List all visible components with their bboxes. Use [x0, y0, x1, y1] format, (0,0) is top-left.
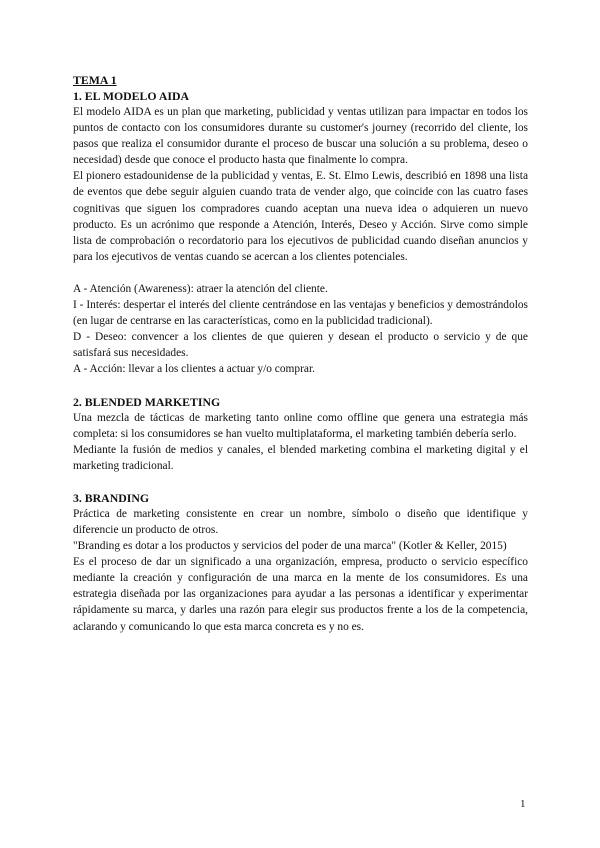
blended-paragraph-2: Mediante la fusión de medios y canales, el blended marketing combina el marketing digital y el marketing tradicional.	[73, 443, 528, 472]
section-heading-aida: 1. EL MODELO AIDA	[73, 89, 190, 103]
document-title: TEMA 1	[73, 73, 117, 87]
aida-list-item-desire: D - Deseo: convencer a los clientes de que quieren y desean el producto o servicio y de que satisfará sus necesidades.	[73, 331, 528, 360]
aida-list-item-interest: I - Interés: despertar el interés del cliente centrándose en las ventajas y beneficios y demostrándolos (en lugar de centrarse en las características, como en la publicidad tradicional).	[73, 299, 528, 328]
aida-paragraph-1: El modelo AIDA es un plan que marketing, publicidad y ventas utilizan para impactar en todos los puntos de contacto con los consumidores durante su customer's journey (recorrido del cliente, los pasos que realiza el consumidor durante el proceso de buscar una solución a su problema, deseo o necesidad) desde que conoce el producto hasta que finalmente lo compra.	[73, 106, 528, 167]
aida-list-item-attention: A - Atención (Awareness): atraer la atención del cliente.	[73, 282, 328, 295]
spacer	[73, 378, 528, 394]
spacer	[73, 265, 528, 281]
blended-paragraph-1: Una mezcla de tácticas de marketing tanto online como offline que genera una estrategia más completa: si los consumidores se han vuelto multiplataforma, el marketing también debería serlo.	[73, 411, 528, 440]
page-number: 1	[520, 798, 526, 810]
branding-quote: "Branding es dotar a los productos y servicios del poder de una marca" (Kotler & Keller, 2015)	[73, 540, 507, 553]
spacer	[73, 474, 528, 490]
branding-paragraph-2: Es el proceso de dar un significado a una organización, empresa, producto o servicio específico mediante la creación y configuración de una marca en la mente de los consumidores. Es una estrategia diseñada por las organizaciones para ayudar a las personas a identificar y experimentar rápidamente su marca, y darles una razón para elegir sus productos frente a los de la competencia, aclarando y comunicando lo que esta marca concreta es y no es.	[73, 556, 528, 633]
section-heading-blended-marketing: 2. BLENDED MARKETING	[73, 394, 221, 409]
aida-list-item-action: A - Acción: llevar a los clientes a actuar y/o comprar.	[73, 363, 315, 376]
aida-paragraph-2: El pionero estadounidense de la publicidad y ventas, E. St. Elmo Lewis, describió en 1898 una lista de eventos que debe seguir alguien cuando trata de vender algo, que coincide con las cuatro fases cognitivas que siguen los compradores cuando aceptan una nueva idea o adquieren un nuevo producto. Es un acrónimo que responde a Atención, Interés, Deseo y Acción. Sirve como simple lista de comprobación o recordatorio para los ejecutivos de publicidad cuando diseñan anuncios y para los ejecutivos de ventas cuando se acercan a los clientes potenciales.	[73, 170, 528, 263]
branding-paragraph-1: Práctica de marketing consistente en crear un nombre, símbolo o diseño que identifique y diferencie un producto de otros.	[73, 507, 528, 536]
section-heading-branding: 3. BRANDING	[73, 490, 150, 505]
document-page	[73, 72, 528, 635]
